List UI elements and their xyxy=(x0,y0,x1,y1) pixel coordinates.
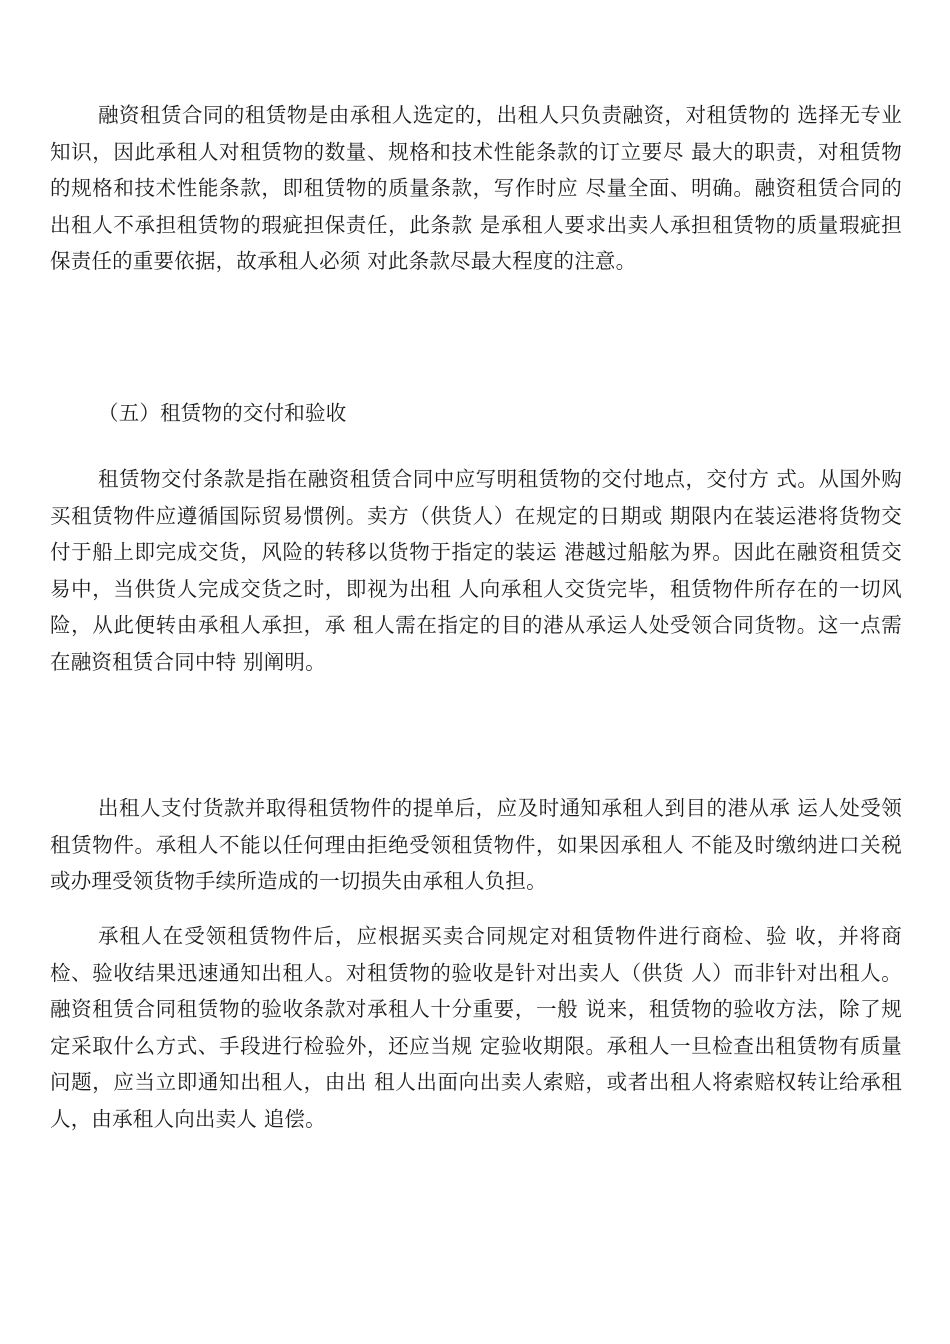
body-paragraph-leased-item-quality: 融资租赁合同的租赁物是由承租人选定的，出租人只负责融资，对租赁物的 选择无专业知识，因此承租人对租赁物的数量、规格和技术性能条款的订立要尽 最大的职责，对租赁物的规格和技术性能条款，即租赁物的质量条款，写作时应 尽量全面、明确。融资租赁合同的出租人不承担租赁物的瑕疵担保责任，此条款 是承租人要求出卖人承担租赁物的质量瑕疵担保责任的重要依据，故承租人必须 对此条款尽最大程度的注意。 xyxy=(50,103,902,273)
body-paragraph-delivery-terms: 租赁物交付条款是指在融资租赁合同中应写明租赁物的交付地点，交付方 式。从国外购买租赁物件应遵循国际贸易惯例。卖方（供货人）在规定的日期或 期限内在装运港将货物交付于船上即完成交货，风险的转移以货物于指定的装运 港越过船舷为界。因此在融资租赁交易中，当供货人完成交货之时，即视为出租 人向承租人交货完毕，租赁物件所存在的一切风险，从此便转由承租人承担，承 租人需在指定的目的港从承运人处受领合同货物。这一点需在融资租赁合同中特 别阐明。 xyxy=(50,467,902,674)
body-paragraph-bill-of-lading: 出租人支付货款并取得租赁物件的提单后，应及时通知承租人到目的港从承 运人处受领租赁物件。承租人不能以任何理由拒绝受领租赁物件，如果因承租人 不能及时缴纳进口关税或办理受领货物手续所造成的一切损失由承租人负担。 xyxy=(50,796,902,893)
body-paragraph-inspection-acceptance: 承租人在受领租赁物件后，应根据买卖合同规定对租赁物件进行商检、验 收，并将商检、验收结果迅速通知出租人。对租赁物的验收是针对出卖人（供货 人）而非针对出租人。融资租赁合同租赁物的验收条款对承租人十分重要，一般 说来，租赁物的验收方法，除了规定采取什么方式、手段进行检验外，还应当规 定验收期限。承租人一旦检查出租赁物有质量问题，应当立即通知出租人，由出 租人出面向出卖人索赔，或者出租人将索赔权转让给承租人，由承租人向出卖人 追偿。 xyxy=(50,924,902,1131)
section-heading-delivery-acceptance: （五）租赁物的交付和验收 xyxy=(98,401,347,425)
